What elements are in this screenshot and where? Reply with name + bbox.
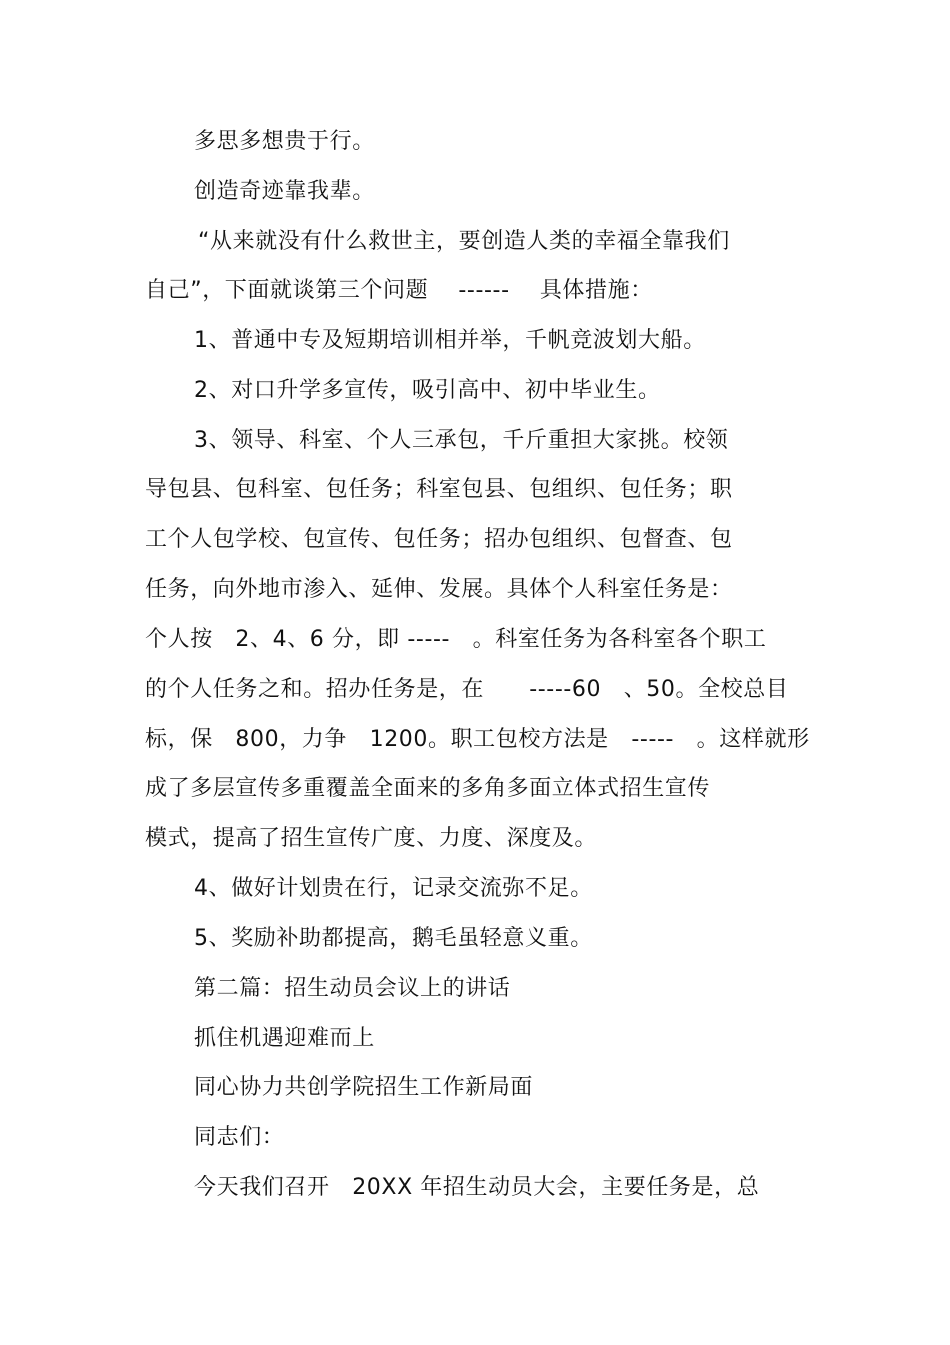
- text-line: 多思多想贵于行。: [194, 129, 375, 154]
- text-line: 今天我们召开 20XX 年招生动员大会，主要任务是，总: [194, 1175, 760, 1200]
- text-line: 2、对口升学多宣传，吸引高中、初中毕业生。: [194, 378, 661, 403]
- section-heading: 第二篇：招生动员会议上的讲话: [194, 976, 511, 1001]
- text-line: 模式，提高了招生宣传广度、力度、深度及。: [145, 826, 598, 851]
- speech-subtitle: 同心协力共创学院招生工作新局面: [194, 1075, 534, 1100]
- text-line: 5、奖励补助都提高，鹅毛虽轻意义重。: [194, 926, 593, 951]
- text-line: 创造奇迹靠我辈。: [194, 179, 375, 204]
- text-line: 任务，向外地市渗入、延伸、发展。具体个人科室任务是：: [145, 577, 733, 602]
- text-line: 成了多层宣传多重覆盖全面来的多角多面立体式招生宣传: [145, 776, 711, 801]
- text-line: 的个人任务之和。招办任务是，在 -----60 、50。全校总目: [145, 677, 789, 702]
- text-line: 4、做好计划贵在行，记录交流弥不足。: [194, 876, 593, 901]
- text-line: 3、领导、科室、个人三承包，千斤重担大家挑。校领: [194, 428, 729, 453]
- text-line: 工个人包学校、包宣传、包任务；招办包组织、包督查、包: [145, 527, 733, 552]
- text-line: 导包县、包科室、包任务；科室包县、包组织、包任务；职: [145, 477, 733, 502]
- salutation: 同志们：: [194, 1125, 285, 1150]
- text-line: 个人按 2、4、6 分，即 ----- 。科室任务为各科室各个职工: [145, 627, 767, 652]
- text-line: 1、普通中专及短期培训相并举，千帆竞波划大船。: [194, 328, 706, 353]
- text-line: 自己”，下面就谈第三个问题 ------ 具体措施：: [145, 278, 653, 303]
- speech-title: 抓住机遇迎难而上: [194, 1026, 375, 1051]
- text-line: “从来就没有什么救世主，要创造人类的幸福全靠我们: [198, 229, 730, 254]
- text-line: 标，保 800，力争 1200。职工包校方法是 ----- 。这样就形: [145, 727, 810, 752]
